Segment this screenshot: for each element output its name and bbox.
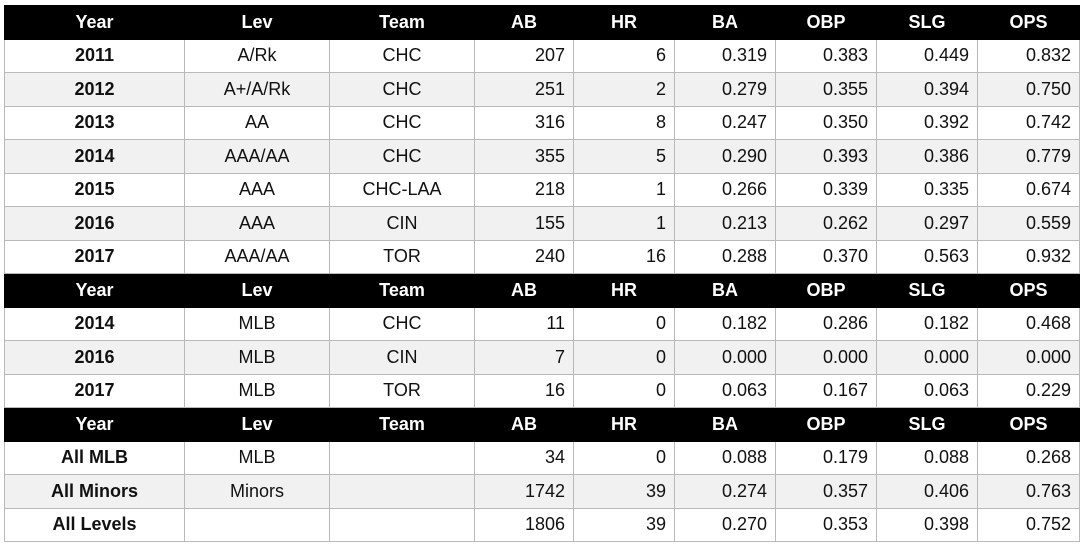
column-header-ba: BA — [675, 408, 776, 442]
hr-cell: 0 — [574, 441, 675, 475]
ab-cell: 355 — [475, 140, 574, 174]
ba-cell: 0.063 — [675, 374, 776, 408]
table-row — [5, 240, 1080, 274]
lev-cell: AAA — [185, 207, 330, 241]
hr-cell: 0 — [574, 341, 675, 375]
ba-cell: 0.182 — [675, 307, 776, 341]
ab-cell: 34 — [475, 441, 574, 475]
ops-cell: 0.742 — [978, 106, 1080, 140]
table-row — [5, 374, 1080, 408]
lev-cell: AA — [185, 106, 330, 140]
year-cell: All MLB — [5, 441, 185, 475]
column-header-slg: SLG — [877, 6, 978, 40]
slg-cell: 0.398 — [877, 508, 978, 542]
team-cell: CHC — [330, 307, 475, 341]
team-cell — [330, 475, 475, 509]
ab-cell: 155 — [475, 207, 574, 241]
table-row — [5, 140, 1080, 174]
slg-cell: 0.449 — [877, 39, 978, 73]
hr-cell: 39 — [574, 475, 675, 509]
ab-cell: 240 — [475, 240, 574, 274]
team-cell — [330, 441, 475, 475]
column-header-team: Team — [330, 6, 475, 40]
team-cell: CHC — [330, 106, 475, 140]
table-body — [5, 6, 1080, 542]
ops-cell: 0.229 — [978, 374, 1080, 408]
ab-cell: 251 — [475, 73, 574, 107]
column-header-ab: AB — [475, 408, 574, 442]
column-header-hr: HR — [574, 274, 675, 308]
slg-cell: 0.563 — [877, 240, 978, 274]
lev-cell: Minors — [185, 475, 330, 509]
column-header-obp: OBP — [776, 6, 877, 40]
team-cell: TOR — [330, 374, 475, 408]
lev-cell: AAA/AA — [185, 140, 330, 174]
ab-cell: 316 — [475, 106, 574, 140]
column-header-lev: Lev — [185, 6, 330, 40]
year-cell: 2016 — [5, 341, 185, 375]
obp-cell: 0.286 — [776, 307, 877, 341]
year-cell: All Levels — [5, 508, 185, 542]
ba-cell: 0.279 — [675, 73, 776, 107]
year-cell: 2014 — [5, 140, 185, 174]
table-row — [5, 173, 1080, 207]
column-header-lev: Lev — [185, 408, 330, 442]
year-cell: 2015 — [5, 173, 185, 207]
obp-cell: 0.393 — [776, 140, 877, 174]
column-header-obp: OBP — [776, 408, 877, 442]
obp-cell: 0.350 — [776, 106, 877, 140]
ba-cell: 0.266 — [675, 173, 776, 207]
lev-cell: MLB — [185, 307, 330, 341]
table-row — [5, 441, 1080, 475]
slg-cell: 0.406 — [877, 475, 978, 509]
column-header-ops: OPS — [978, 274, 1080, 308]
year-cell: 2016 — [5, 207, 185, 241]
ops-cell: 0.752 — [978, 508, 1080, 542]
ops-cell: 0.779 — [978, 140, 1080, 174]
slg-cell: 0.386 — [877, 140, 978, 174]
column-header-lev: Lev — [185, 274, 330, 308]
year-cell: All Minors — [5, 475, 185, 509]
obp-cell: 0.339 — [776, 173, 877, 207]
ba-cell: 0.000 — [675, 341, 776, 375]
slg-cell: 0.182 — [877, 307, 978, 341]
ba-cell: 0.274 — [675, 475, 776, 509]
obp-cell: 0.179 — [776, 441, 877, 475]
column-header-hr: HR — [574, 6, 675, 40]
header-row — [5, 408, 1080, 442]
year-cell: 2013 — [5, 106, 185, 140]
hr-cell: 8 — [574, 106, 675, 140]
obp-cell: 0.357 — [776, 475, 877, 509]
table-row — [5, 207, 1080, 241]
lev-cell: A/Rk — [185, 39, 330, 73]
slg-cell: 0.392 — [877, 106, 978, 140]
ab-cell: 207 — [475, 39, 574, 73]
lev-cell: AAA/AA — [185, 240, 330, 274]
column-header-team: Team — [330, 408, 475, 442]
ba-cell: 0.088 — [675, 441, 776, 475]
team-cell: CIN — [330, 341, 475, 375]
table-row — [5, 341, 1080, 375]
ops-cell: 0.468 — [978, 307, 1080, 341]
ops-cell: 0.763 — [978, 475, 1080, 509]
ba-cell: 0.288 — [675, 240, 776, 274]
team-cell: CHC-LAA — [330, 173, 475, 207]
hr-cell: 1 — [574, 207, 675, 241]
ab-cell: 1806 — [475, 508, 574, 542]
ba-cell: 0.290 — [675, 140, 776, 174]
obp-cell: 0.167 — [776, 374, 877, 408]
team-cell: CHC — [330, 39, 475, 73]
column-header-hr: HR — [574, 408, 675, 442]
ab-cell: 16 — [475, 374, 574, 408]
ops-cell: 0.832 — [978, 39, 1080, 73]
header-row — [5, 274, 1080, 308]
slg-cell: 0.394 — [877, 73, 978, 107]
year-cell: 2017 — [5, 240, 185, 274]
column-header-team: Team — [330, 274, 475, 308]
ops-cell: 0.000 — [978, 341, 1080, 375]
column-header-ops: OPS — [978, 408, 1080, 442]
ab-cell: 1742 — [475, 475, 574, 509]
team-cell: TOR — [330, 240, 475, 274]
ab-cell: 218 — [475, 173, 574, 207]
column-header-year: Year — [5, 408, 185, 442]
column-header-ops: OPS — [978, 6, 1080, 40]
ops-cell: 0.268 — [978, 441, 1080, 475]
header-row — [5, 6, 1080, 40]
slg-cell: 0.297 — [877, 207, 978, 241]
hr-cell: 2 — [574, 73, 675, 107]
batting-stats-table — [4, 5, 1080, 542]
hr-cell: 0 — [574, 307, 675, 341]
column-header-ba: BA — [675, 274, 776, 308]
table-row — [5, 39, 1080, 73]
table-row — [5, 307, 1080, 341]
slg-cell: 0.063 — [877, 374, 978, 408]
column-header-ab: AB — [475, 6, 574, 40]
column-header-slg: SLG — [877, 408, 978, 442]
ops-cell: 0.750 — [978, 73, 1080, 107]
lev-cell: AAA — [185, 173, 330, 207]
hr-cell: 5 — [574, 140, 675, 174]
lev-cell: MLB — [185, 374, 330, 408]
team-cell — [330, 508, 475, 542]
obp-cell: 0.353 — [776, 508, 877, 542]
team-cell: CHC — [330, 73, 475, 107]
lev-cell: A+/A/Rk — [185, 73, 330, 107]
column-header-year: Year — [5, 6, 185, 40]
hr-cell: 16 — [574, 240, 675, 274]
lev-cell: MLB — [185, 341, 330, 375]
ba-cell: 0.247 — [675, 106, 776, 140]
lev-cell: MLB — [185, 441, 330, 475]
obp-cell: 0.000 — [776, 341, 877, 375]
ba-cell: 0.270 — [675, 508, 776, 542]
table-row — [5, 106, 1080, 140]
obp-cell: 0.383 — [776, 39, 877, 73]
column-header-slg: SLG — [877, 274, 978, 308]
ops-cell: 0.674 — [978, 173, 1080, 207]
hr-cell: 0 — [574, 374, 675, 408]
table-row — [5, 475, 1080, 509]
team-cell: CIN — [330, 207, 475, 241]
ab-cell: 7 — [475, 341, 574, 375]
ops-cell: 0.559 — [978, 207, 1080, 241]
year-cell: 2017 — [5, 374, 185, 408]
obp-cell: 0.355 — [776, 73, 877, 107]
obp-cell: 0.262 — [776, 207, 877, 241]
table-row — [5, 508, 1080, 542]
year-cell: 2011 — [5, 39, 185, 73]
ab-cell: 11 — [475, 307, 574, 341]
hr-cell: 6 — [574, 39, 675, 73]
hr-cell: 39 — [574, 508, 675, 542]
column-header-ba: BA — [675, 6, 776, 40]
year-cell: 2012 — [5, 73, 185, 107]
column-header-year: Year — [5, 274, 185, 308]
obp-cell: 0.370 — [776, 240, 877, 274]
ops-cell: 0.932 — [978, 240, 1080, 274]
slg-cell: 0.088 — [877, 441, 978, 475]
column-header-obp: OBP — [776, 274, 877, 308]
hr-cell: 1 — [574, 173, 675, 207]
ba-cell: 0.319 — [675, 39, 776, 73]
team-cell: CHC — [330, 140, 475, 174]
year-cell: 2014 — [5, 307, 185, 341]
table-row — [5, 73, 1080, 107]
ba-cell: 0.213 — [675, 207, 776, 241]
column-header-ab: AB — [475, 274, 574, 308]
slg-cell: 0.335 — [877, 173, 978, 207]
slg-cell: 0.000 — [877, 341, 978, 375]
lev-cell — [185, 508, 330, 542]
